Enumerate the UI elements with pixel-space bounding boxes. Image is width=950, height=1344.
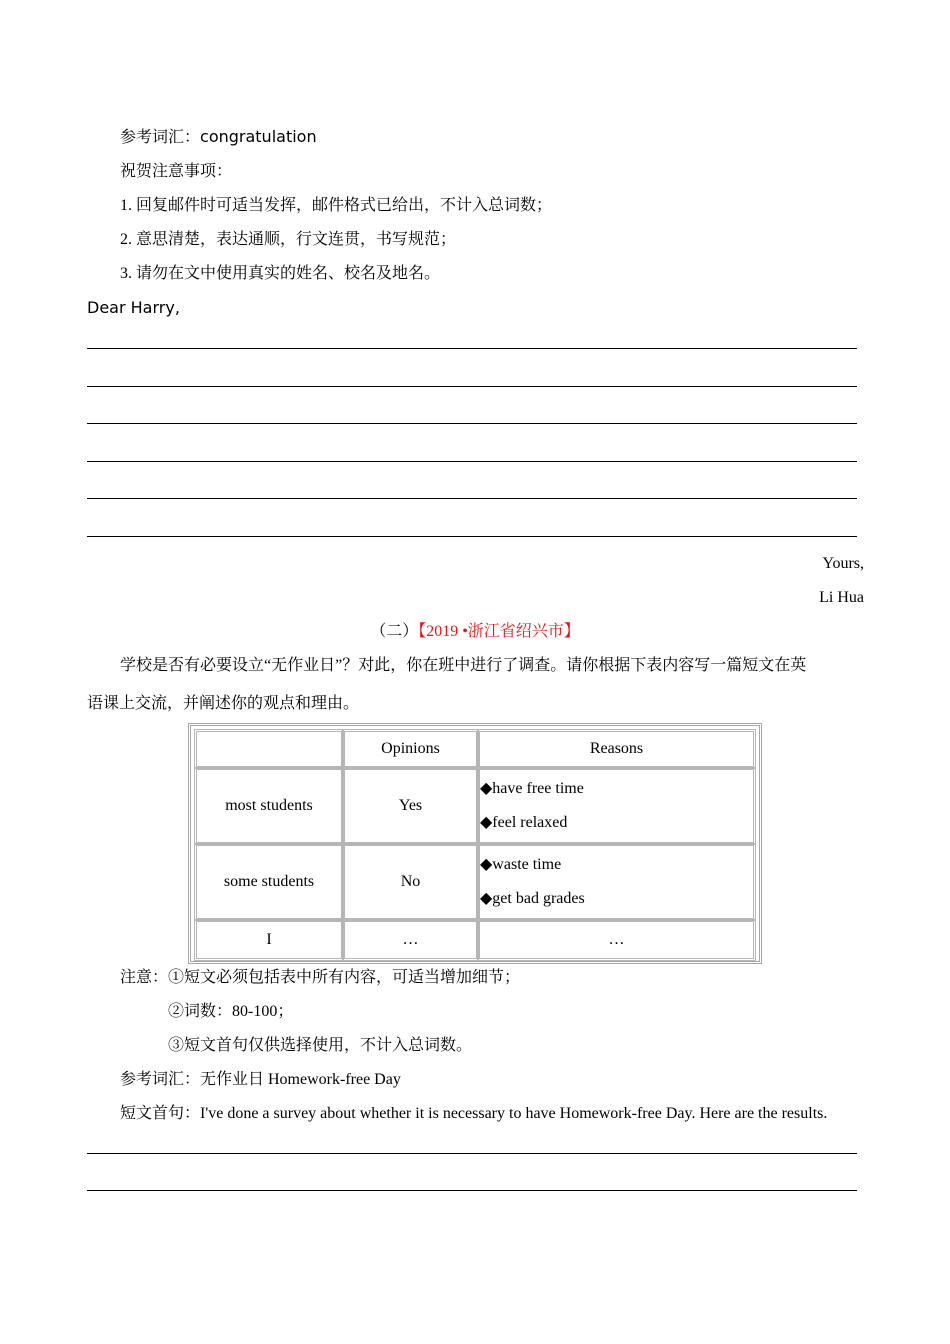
table-cell-reasons: …	[477, 919, 756, 961]
note-item: 1. 回复邮件时可适当发挥，邮件格式已给出，不计入总词数；	[120, 197, 553, 214]
table-cell-who: some students	[194, 843, 344, 921]
note-item: 3. 请勿在文中使用真实的姓名、校名及地名。	[120, 265, 441, 282]
notes-title: 祝贺注意事项：	[120, 163, 233, 180]
attention-item: ③短文首句仅供选择使用，不计入总词数。	[168, 1037, 473, 1054]
section-number: （二）	[370, 623, 419, 640]
note-item: 2. 意思清楚，表达通顺，行文连贯，书写规范；	[120, 231, 457, 248]
survey-table	[188, 723, 762, 964]
table-cell-opinion: No	[342, 843, 479, 921]
writing-line	[87, 386, 857, 387]
writing-line	[87, 1153, 857, 1154]
table-cell-opinion: Yes	[342, 767, 479, 845]
reason-item: ◆waste time	[480, 856, 562, 873]
attention-item: ①短文必须包括表中所有内容，可适当增加细节；	[168, 969, 521, 986]
writing-line	[87, 498, 857, 499]
table-header-reasons: Reasons	[477, 729, 756, 769]
writing-line	[87, 348, 857, 349]
table-cell-who: most students	[194, 767, 344, 845]
table-header-opinions: Opinions	[342, 729, 479, 769]
table-cell-reasons	[477, 767, 756, 845]
reference-vocab-line	[120, 127, 317, 148]
reference-vocab-2: 参考词汇：无作业日 Homework-free Day	[120, 1071, 401, 1088]
table-cell-opinion: …	[342, 919, 479, 961]
letter-greeting: Dear Harry,	[87, 298, 180, 317]
writing-line	[87, 536, 857, 537]
attention-line	[120, 968, 520, 988]
table-header-empty	[194, 729, 344, 769]
reason-item: ◆have free time	[480, 780, 584, 797]
prompt-text: 学校是否有必要设立“无作业日”？对此，你在班中进行了调查。请你根据下表内容写一篇短文在英	[120, 657, 807, 674]
attention-item: ②词数：80-100；	[168, 1003, 294, 1020]
attention-label: 注意：	[120, 969, 169, 986]
letter-signature: Li Hua	[819, 589, 864, 606]
reference-vocab-word: congratulation	[200, 127, 317, 146]
section-source: 【2019 •浙江省绍兴市】	[418, 623, 580, 640]
table-cell-who: I	[194, 919, 344, 961]
table-cell-reasons	[477, 843, 756, 921]
first-sentence: 短文首句：I've done a survey about whether it is necessary to have Homework-free Day. Here are the results.	[120, 1105, 828, 1122]
writing-line	[87, 423, 857, 424]
letter-closing: Yours,	[822, 555, 864, 572]
section-heading	[0, 622, 950, 642]
reference-vocab-label: 参考词汇：	[120, 129, 201, 146]
reason-item: ◆get bad grades	[480, 890, 585, 907]
prompt-text: 语课上交流，并阐述你的观点和理由。	[87, 695, 360, 712]
reason-item: ◆feel relaxed	[480, 814, 568, 831]
writing-line	[87, 461, 857, 462]
writing-line	[87, 1190, 857, 1191]
